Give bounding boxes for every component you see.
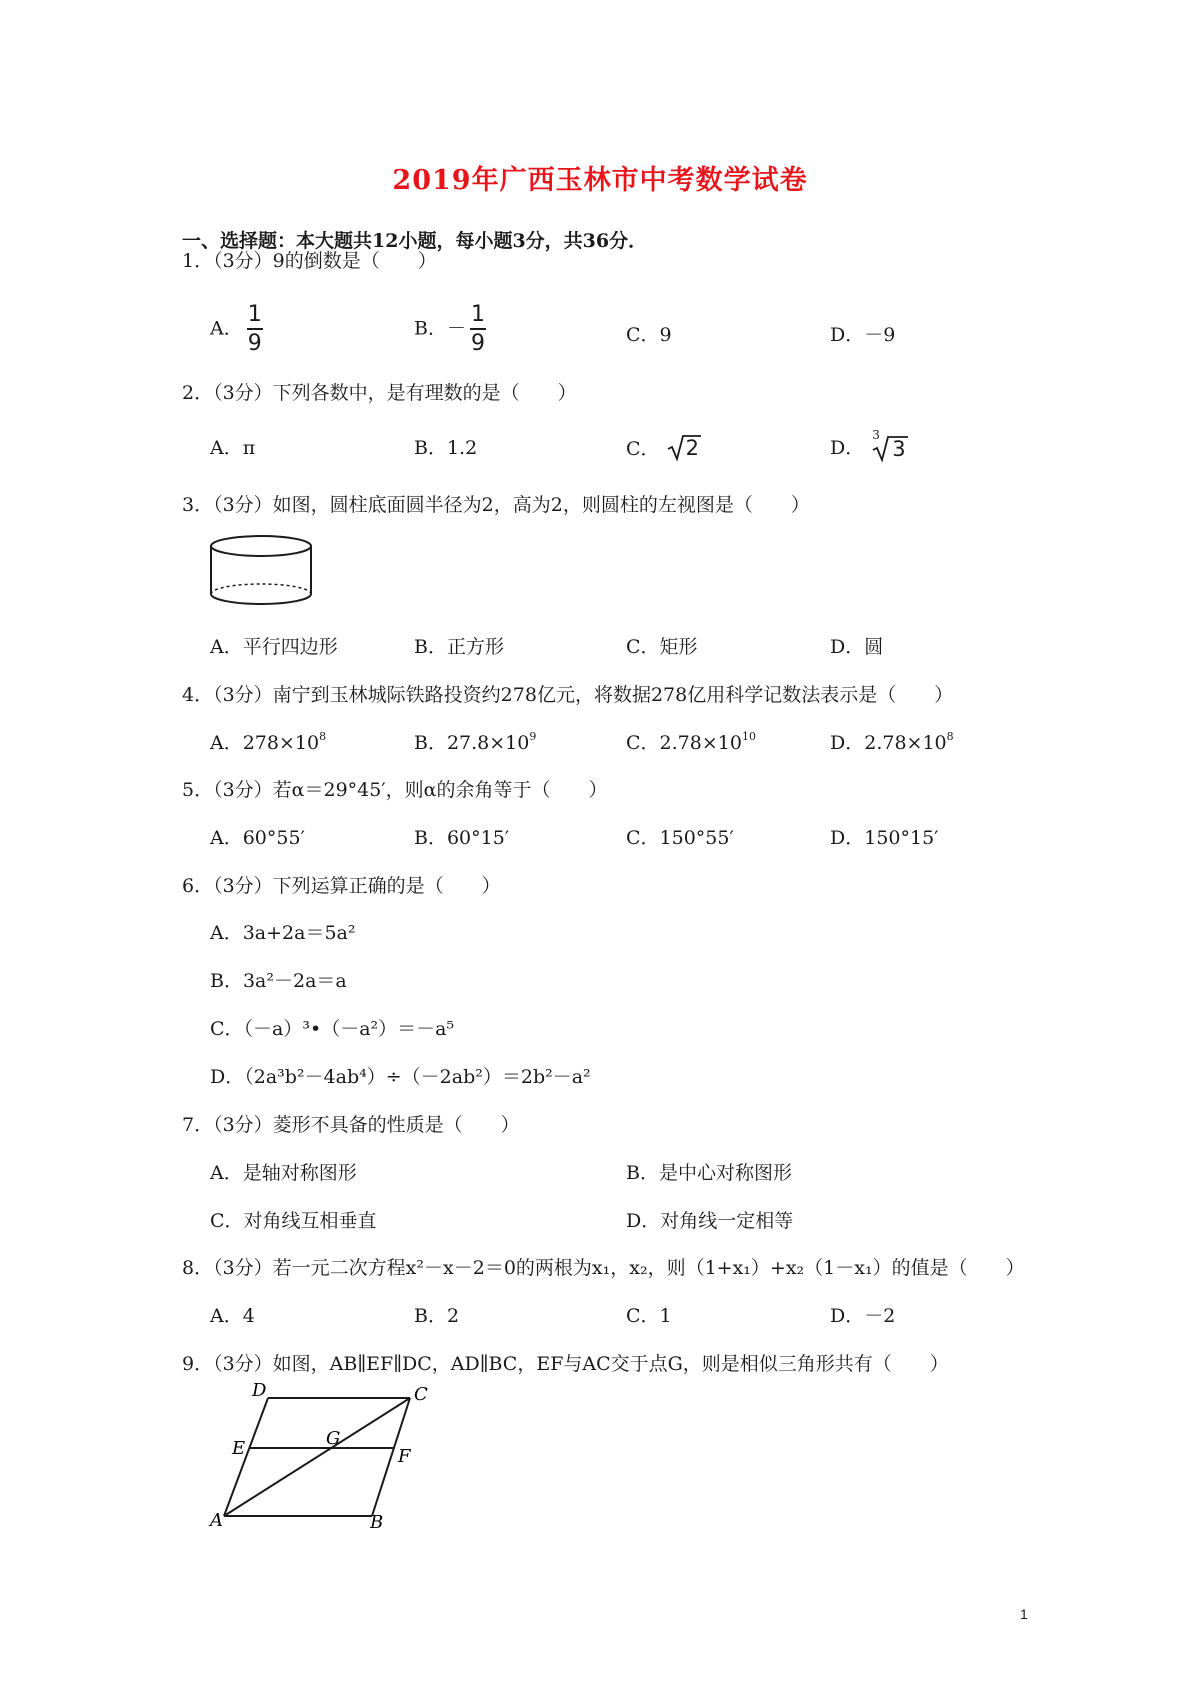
parallelogram-figure bbox=[200, 1378, 440, 1528]
question-4-stem: 4．（3分）南宁到玉林城际铁路投资约278亿元，将数据278亿用科学记数法表示是（ ） bbox=[182, 684, 954, 706]
radical-sign bbox=[870, 434, 912, 464]
fraction: $\frac{1}{9}$ bbox=[470, 302, 485, 356]
question-4-option-c: C．$2.78\times 10^{10}$ bbox=[626, 730, 756, 754]
question-8-stem: 8．（3分）若一元二次方程x²－x－2＝0的两根为x₁，x₂，则（1+x₁）+x₂（1－x₁）的值是（ ） bbox=[182, 1257, 1025, 1279]
question-3-option-c: C．矩形 bbox=[626, 636, 698, 658]
question-3-stem: 3．（3分）如图，圆柱底面圆半径为2，高为2，则圆柱的左视图是（ ） bbox=[182, 494, 810, 516]
cube-root: 3 3 bbox=[870, 434, 912, 462]
question-5-option-a: A．60°55′ bbox=[210, 827, 305, 849]
label-E: E bbox=[232, 1438, 246, 1459]
question-5-stem: 5．（3分）若α＝29°45′，则α的余角等于（ ） bbox=[182, 779, 608, 801]
fraction: $\frac{1}{9}$ bbox=[247, 302, 262, 356]
question-9-stem: 9．（3分）如图，AB∥EF∥DC，AD∥BC，EF与AC交于点G，则是相似三角形共有（ ） bbox=[182, 1353, 949, 1375]
question-2-option-d: D． 3 3 bbox=[830, 433, 912, 462]
question-3-option-b: B．正方形 bbox=[414, 636, 504, 658]
question-2-option-b: B．1.2 bbox=[414, 437, 478, 459]
question-7-option-b: B．是中心对称图形 bbox=[626, 1162, 792, 1184]
question-7-option-a: A．是轴对称图形 bbox=[210, 1162, 357, 1184]
question-4-option-d: D．$2.78\times 10^8$ bbox=[830, 730, 954, 754]
question-5-option-c: C．150°55′ bbox=[626, 827, 734, 849]
question-5-option-d: D．150°15′ bbox=[830, 827, 939, 849]
question-1-option-b: B．－ $\frac{1}{9}$ bbox=[414, 302, 485, 356]
question-6-option-b: B．3a²－2a＝a bbox=[210, 970, 347, 992]
label-B: B bbox=[370, 1512, 384, 1528]
question-2-stem: 2．（3分）下列各数中，是有理数的是（ ） bbox=[182, 382, 577, 404]
question-1-stem: 1．（3分）9的倒数是（ ） bbox=[182, 250, 437, 272]
question-5-option-b: B．60°15′ bbox=[414, 827, 510, 849]
question-2-option-a: A．π bbox=[210, 437, 256, 459]
question-8-option-b: B．2 bbox=[414, 1305, 460, 1327]
question-3-option-d: D．圆 bbox=[830, 636, 884, 658]
question-2-option-c: C． 2 bbox=[626, 433, 699, 463]
question-3-option-a: A．平行四边形 bbox=[210, 636, 338, 658]
page-title: 2019年广西玉林市中考数学试卷 bbox=[392, 165, 808, 196]
question-1-option-a: A． $\frac{1}{9}$ bbox=[210, 302, 262, 356]
page-number: 1 bbox=[1020, 1606, 1028, 1622]
cylinder-figure bbox=[208, 534, 318, 606]
question-4-option-a: A．$278\times 10^8$ bbox=[210, 730, 327, 754]
label-C: C bbox=[414, 1384, 428, 1405]
question-8-option-c: C．1 bbox=[626, 1305, 672, 1327]
question-1-option-d: D．－9 bbox=[830, 324, 896, 346]
question-6-option-a: A．3a+2a＝5a² bbox=[210, 922, 356, 944]
question-1-option-c: C．9 bbox=[626, 324, 672, 346]
question-6-stem: 6．（3分）下列运算正确的是（ ） bbox=[182, 875, 501, 897]
question-8-option-d: D．－2 bbox=[830, 1305, 896, 1327]
label-D: D bbox=[252, 1380, 267, 1401]
section-heading: 一、选择题：本大题共12小题，每小题3分，共36分． bbox=[182, 230, 648, 252]
label-A: A bbox=[210, 1510, 223, 1528]
question-7-option-d: D．对角线一定相等 bbox=[626, 1210, 794, 1232]
label-G: G bbox=[326, 1428, 341, 1449]
question-6-option-d: D．（2a³b²－4ab⁴）÷（－2ab²）＝2b²－a² bbox=[210, 1066, 591, 1088]
question-6-option-c: C．（－a）³•（－a²）＝－a⁵ bbox=[210, 1018, 455, 1040]
question-7-stem: 7．（3分）菱形不具备的性质是（ ） bbox=[182, 1114, 520, 1136]
question-7-option-c: C．对角线互相垂直 bbox=[210, 1210, 377, 1232]
question-8-option-a: A．4 bbox=[210, 1305, 255, 1327]
question-4-option-b: B．$27.8\times 10^9$ bbox=[414, 730, 537, 754]
label-F: F bbox=[398, 1446, 411, 1467]
